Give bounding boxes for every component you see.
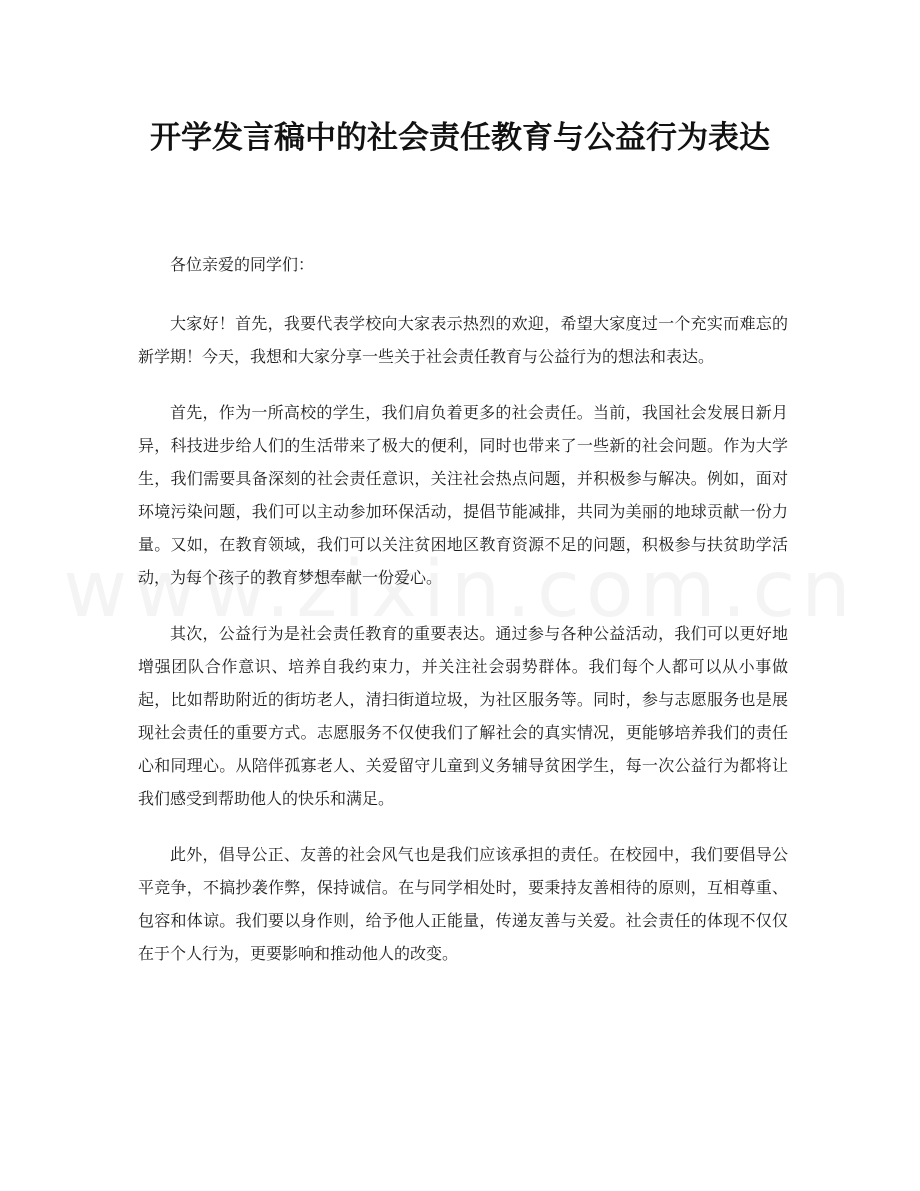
paragraph-4: 此外，倡导公正、友善的社会风气也是我们应该承担的责任。在校园中，我们要倡导公平竞争，不搞抄袭作弊，保持诚信。在与同学相处时，要秉持友善相待的原则，互相尊重、包容和体谅。我们要以身作则，给予他人正能量，传递友善与关爱。社会责任的体现不仅仅在于个人行为，更要影响和推动他人的改变。 [138,845,788,963]
paragraph-1: 大家好！首先，我要代表学校向大家表示热烈的欢迎，希望大家度过一个充实而难忘的新学期！今天，我想和大家分享一些关于社会责任教育与公益行为的想法和表达。 [138,314,788,366]
document-title: 开学发言稿中的社会责任教育与公益行为表达 [150,120,770,156]
paragraph-2: 首先，作为一所高校的学生，我们肩负着更多的社会责任。当前，我国社会发展日新月异，科技进步给人们的生活带来了极大的便利，同时也带来了一些新的社会问题。作为大学生，我们需要具备深刻的社会责任意识，关注社会热点问题，并积极参与解决。例如，面对环境污染问题，我们可以主动参加环保活动，提倡节能减排，共同为美丽的地球贡献一份力量。又如，在教育领域，我们可以关注贫困地区教育资源不足的问题，积极参与扶贫助学活动，为每个孩子的教育梦想奉献一份爱心。 [138,403,788,587]
greeting: 各位亲爱的同学们： [170,255,315,274]
paragraph-3: 其次，公益行为是社会责任教育的重要表达。通过参与各种公益活动，我们可以更好地增强团队合作意识、培养自我约束力，并关注社会弱势群体。我们每个人都可以从小事做起，比如帮助附近的街坊老人，清扫街道垃圾，为社区服务等。同时，参与志愿服务也是展现社会责任的重要方式。志愿服务不仅使我们了解社会的真实情况，更能够培养我们的责任心和同理心。从陪伴孤寡老人、关爱留守儿童到义务辅导贫困学生，每一次公益行为都将让我们感受到帮助他人的快乐和满足。 [138,624,788,808]
document-body [138,246,788,993]
